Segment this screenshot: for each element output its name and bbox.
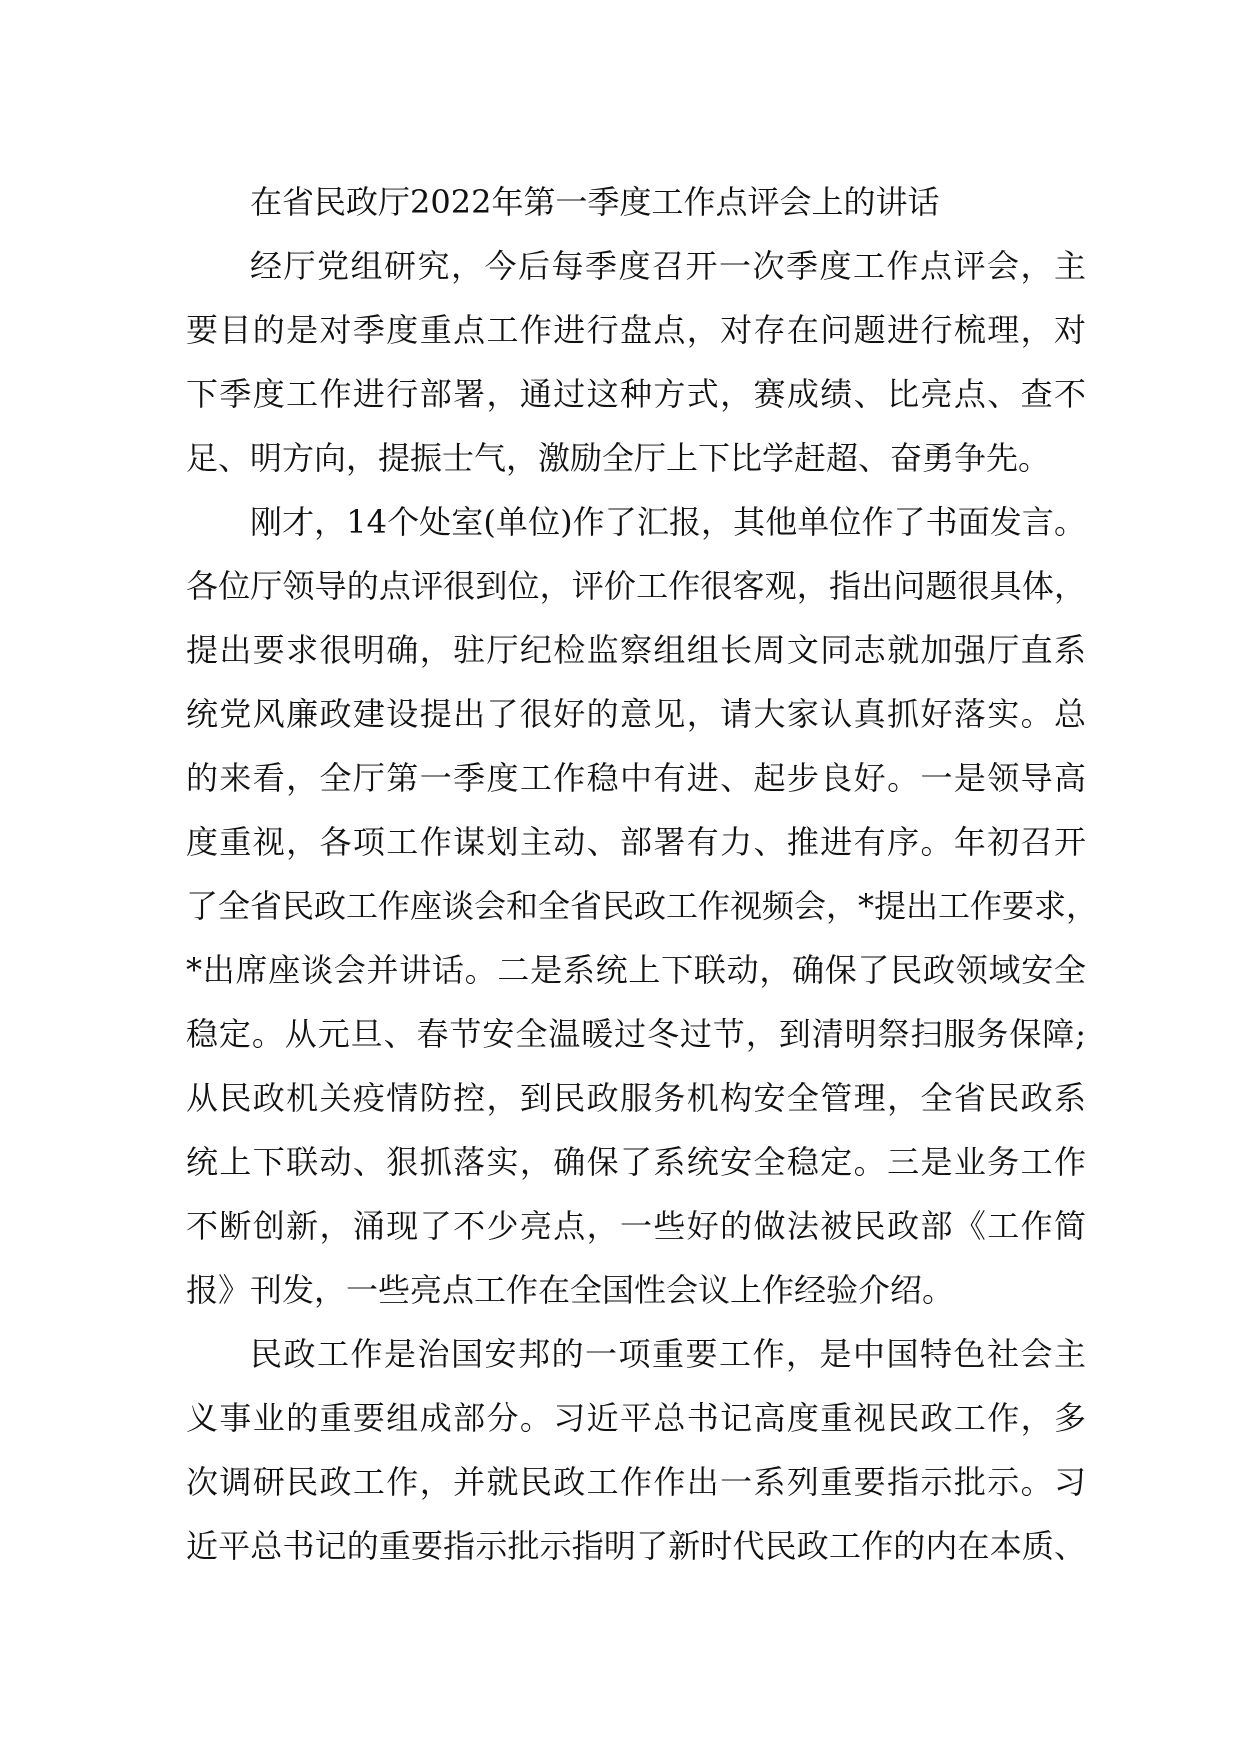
paragraph-line: 各位厅领导的点评很到位，评价工作很客观，指出问题很具体， [186, 567, 1086, 605]
paragraph-line: 统上下联动、狠抓落实，确保了系统安全稳定。三是业务工作 [186, 1143, 1086, 1181]
paragraph-line: 刚才，14个处室(单位)作了汇报，其他单位作了书面发言。 [250, 503, 1086, 541]
paragraph-line: 民政工作是治国安邦的一项重要工作，是中国特色社会主 [250, 1335, 1086, 1373]
paragraph-line: 从民政机关疫情防控，到民政服务机构安全管理，全省民政系 [186, 1079, 1086, 1117]
paragraph-line: 不断创新，涌现了不少亮点，一些好的做法被民政部《工作简 [186, 1207, 1086, 1245]
paragraph-line: 下季度工作进行部署，通过这种方式，赛成绩、比亮点、查不 [186, 375, 1086, 413]
paragraph-line: 近平总书记的重要指示批示指明了新时代民政工作的内在本质、 [186, 1527, 1086, 1565]
document-body [186, 170, 1099, 1578]
paragraph-1 [186, 234, 1086, 490]
paragraph-2 [186, 490, 1099, 1322]
paragraph-line: 报》刊发，一些亮点工作在全国性会议上作经验介绍。 [186, 1271, 955, 1309]
paragraph-line: 的来看，全厅第一季度工作稳中有进、起步良好。一是领导高 [186, 759, 1086, 797]
paragraph-line: 了全省民政工作座谈会和全省民政工作视频会，*提出工作要求， [186, 887, 1099, 925]
paragraph-line: 次调研民政工作，并就民政工作作出一系列重要指示批示。习 [186, 1463, 1086, 1501]
paragraph-line: 稳定。从元旦、春节安全温暖过冬过节，到清明祭扫服务保障; [186, 1015, 1086, 1053]
paragraph-line: 提出要求很明确，驻厅纪检监察组组长周文同志就加强厅直系 [186, 631, 1086, 669]
paragraph-line: 统党风廉政建设提出了很好的意见，请大家认真抓好落实。总 [186, 695, 1086, 733]
paragraph-line: *出席座谈会并讲话。二是系统上下联动，确保了民政领域安全 [186, 951, 1086, 989]
document-title: 在省民政厅2022年第一季度工作点评会上的讲话 [250, 183, 940, 221]
paragraph-line: 经厅党组研究，今后每季度召开一次季度工作点评会，主 [250, 247, 1086, 285]
paragraph-line: 要目的是对季度重点工作进行盘点，对存在问题进行梳理，对 [186, 311, 1086, 349]
paragraph-line: 足、明方向，提振士气，激励全厅上下比学赶超、奋勇争先。 [186, 439, 1051, 477]
paragraph-3 [186, 1322, 1086, 1578]
paragraph-line: 义事业的重要组成部分。习近平总书记高度重视民政工作，多 [186, 1399, 1086, 1437]
paragraph-line: 度重视，各项工作谋划主动、部署有力、推进有序。年初召开 [186, 823, 1086, 861]
